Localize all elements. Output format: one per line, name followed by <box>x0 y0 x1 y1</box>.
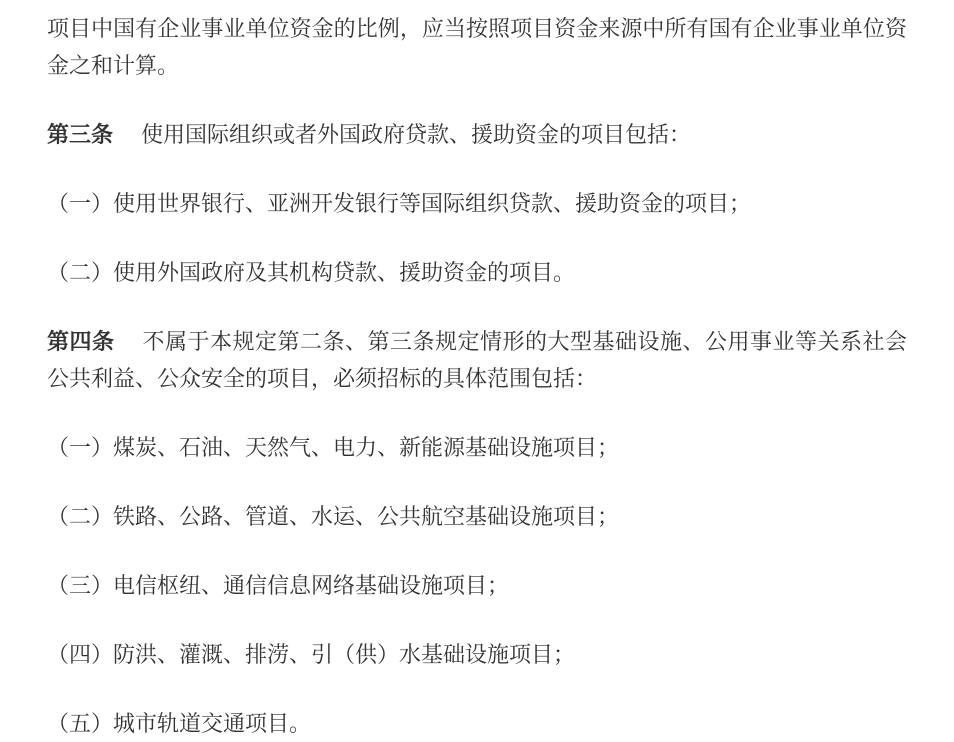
paragraph-text: （三）电信枢纽、通信信息网络基础设施项目； <box>47 573 510 598</box>
list-item-paragraph <box>47 498 907 535</box>
list-item-paragraph <box>47 636 907 673</box>
paragraph-text: （四）防洪、灌溉、排涝、引（供）水基础设施项目； <box>47 642 576 667</box>
list-item-paragraph <box>47 705 907 742</box>
list-item-paragraph <box>47 429 907 466</box>
body-paragraph <box>47 10 907 84</box>
paragraph-text: 项目中国有企业事业单位资金的比例，应当按照项目资金来源中所有国有企业事业单位资金之和计算。 <box>47 16 907 78</box>
paragraph-text: 不属于本规定第二条、第三条规定情形的大型基础设施、公用事业等关系社会公共利益、公众安全的项目，必须招标的具体范围包括： <box>47 329 907 391</box>
paragraph-text: （一）煤炭、石油、天然气、电力、新能源基础设施项目； <box>47 435 620 460</box>
paragraph-text: 使用国际组织或者外国政府贷款、援助资金的项目包括： <box>141 122 692 147</box>
paragraph-text: （一）使用世界银行、亚洲开发银行等国际组织贷款、援助资金的项目； <box>47 191 752 216</box>
article-number: 第四条 <box>47 329 115 354</box>
article-number: 第三条 <box>47 122 114 147</box>
list-item-paragraph <box>47 185 907 222</box>
list-item-paragraph <box>47 254 907 291</box>
list-item-paragraph <box>47 567 907 604</box>
paragraph-text: （二）铁路、公路、管道、水运、公共航空基础设施项目； <box>47 504 620 529</box>
paragraph-text: （二）使用外国政府及其机构贷款、援助资金的项目。 <box>47 260 576 285</box>
paragraph-text: （五）城市轨道交通项目。 <box>47 711 312 736</box>
article-paragraph <box>47 323 907 397</box>
article-paragraph <box>47 116 907 153</box>
